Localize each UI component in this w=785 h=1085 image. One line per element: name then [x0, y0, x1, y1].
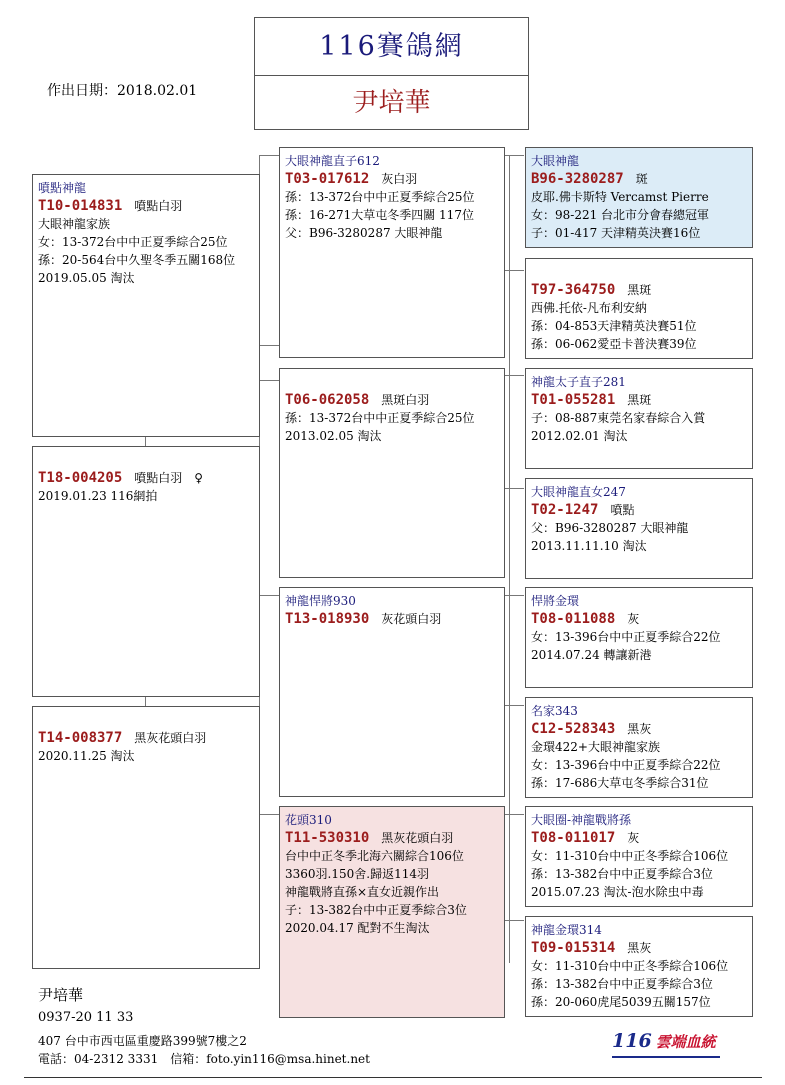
ring-number: C12-528343 [531, 721, 616, 737]
pedigree-card-g3-5[interactable] [525, 587, 753, 688]
pigeon-name: 悍將金環 [531, 594, 580, 608]
pigeon-color: 斑 [635, 172, 648, 186]
info-line: 孫：16-271大草屯冬季四關 117位 [285, 208, 474, 222]
pedigree-card-g3-3[interactable] [525, 368, 753, 469]
pedigree-card-dam[interactable] [32, 706, 260, 969]
pedigree-card-g3-7[interactable] [525, 806, 753, 907]
info-line: 金環422+大眼神龍家族 [531, 740, 660, 754]
info-line: 孫：13-372台中中正夏季綜合25位 [285, 190, 475, 204]
logo-number: 116 [612, 1030, 652, 1052]
info-line: 女：98-221 台北市分會春總冠軍 [531, 208, 710, 222]
connector-line [503, 920, 524, 921]
pigeon-name: 大眼神龍 [531, 154, 580, 168]
pedigree-card-subject[interactable] [32, 446, 260, 697]
footer-address: 407 台中市西屯區重慶路399號7樓之2 [38, 1034, 247, 1048]
info-line: 子：08-887東莞名家春綜合入賞 [531, 411, 706, 425]
ring-number: T01-055281 [531, 392, 616, 408]
pedigree-card-g3-2[interactable] [525, 258, 753, 359]
info-line: 孫：13-382台中中正夏季綜合3位 [531, 977, 713, 991]
pigeon-name [285, 373, 504, 391]
pigeon-color: 噴點 [610, 503, 635, 517]
connector-line [503, 155, 524, 156]
connector-line [503, 595, 524, 596]
ring-number: B96-3280287 [531, 171, 624, 187]
info-line: 神龍戰將直孫×直女近親作出 [285, 885, 440, 899]
ring-number: T11-530310 [285, 830, 370, 846]
footer-phone: 0937-20 11 33 [38, 1010, 134, 1025]
info-line: 父：B96-3280287 大眼神龍 [531, 521, 689, 535]
info-line: 孫：20-564台中久聖冬季五關168位 [38, 253, 236, 267]
pigeon-name: 神龍悍將930 [285, 594, 356, 608]
ring-number: T08-011088 [531, 611, 616, 627]
pigeon-name: 噴點神龍 [38, 181, 87, 195]
pigeon-color: 黑斑 [627, 393, 652, 407]
logo-text: 雲端血統 [655, 1033, 716, 1051]
info-line: 女：13-372台中中正夏季綜合25位 [38, 235, 228, 249]
pigeon-color: 黑斑白羽 [381, 393, 430, 407]
connector-line [259, 814, 279, 815]
logo-underline [612, 1056, 720, 1058]
footer-owner-name: 尹培華 [38, 986, 84, 1004]
pigeon-name: 花頭310 [285, 813, 332, 827]
pedigree-card-g2-3[interactable] [279, 587, 505, 797]
info-line: 西佛.托依-凡布利安納 [531, 301, 647, 315]
pigeon-color: 噴點白羽 [134, 199, 183, 213]
info-line: 2013.11.11.10 淘汰 [531, 539, 647, 553]
ring-number: T97-364750 [531, 282, 616, 298]
info-line: 2014.07.24 轉讓新港 [531, 648, 652, 662]
pigeon-color: 灰 [627, 831, 640, 845]
pigeon-color: 黑灰花頭白羽 [381, 831, 454, 845]
pigeon-name: 神龍太子直子281 [531, 375, 626, 389]
info-line: 2012.02.01 淘汰 [531, 429, 628, 443]
info-line: 子：01-417 天津精英決賽16位 [531, 226, 701, 240]
ring-number: T08-011017 [531, 830, 616, 846]
pigeon-name: 大眼神龍直子612 [285, 154, 380, 168]
pedigree-card-g3-8[interactable] [525, 916, 753, 1017]
pigeon-name: 名家343 [531, 704, 578, 718]
connector-line [503, 375, 524, 376]
ring-number: T09-015314 [531, 940, 616, 956]
info-line: 女：11-310台中中正冬季綜合106位 [531, 959, 729, 973]
pedigree-card-g2-4[interactable] [279, 806, 505, 1018]
pigeon-color: 噴點白羽 ♀ [134, 471, 204, 485]
info-line: 大眼神龍家族 [38, 217, 111, 231]
pedigree-card-g3-4[interactable] [525, 478, 753, 579]
bottom-rule [24, 1077, 762, 1078]
pigeon-color: 黑灰 [627, 941, 652, 955]
info-line: 父：B96-3280287 大眼神龍 [285, 226, 443, 240]
pedigree-card-g3-6[interactable] [525, 697, 753, 798]
connector-line [259, 380, 279, 381]
pigeon-color: 灰花頭白羽 [381, 612, 442, 626]
pigeon-color: 黑灰花頭白羽 [134, 731, 207, 745]
owner-title: 尹培華 [352, 88, 431, 118]
info-line: 2020.04.17 配對不生淘汰 [285, 921, 430, 935]
pigeon-name [38, 711, 259, 729]
info-line: 孫：04-853天津精英決賽51位 [531, 319, 697, 333]
pedigree-card-g2-2[interactable] [279, 368, 505, 578]
pigeon-name [38, 451, 259, 469]
connector-line [259, 345, 279, 346]
info-line: 3360羽.150舍.歸返114羽 [285, 867, 429, 881]
pigeon-color: 黑灰 [627, 722, 652, 736]
info-line: 台中中正冬季北海六關綜合106位 [285, 849, 464, 863]
pigeon-name: 神龍金環314 [531, 923, 602, 937]
pigeon-color: 灰 [627, 612, 640, 626]
connector-line [145, 437, 146, 446]
info-line: 孫：13-382台中中正夏季綜合3位 [531, 867, 713, 881]
connector-line [145, 697, 146, 706]
pigeon-name: 大眼神龍直女247 [531, 485, 626, 499]
ring-number: T10-014831 [38, 198, 123, 214]
pedigree-card-g2-1[interactable] [279, 147, 505, 358]
header-box [254, 17, 529, 130]
info-line: 女：11-310台中中正冬季綜合106位 [531, 849, 729, 863]
connector-line [503, 814, 524, 815]
info-line: 女：13-396台中中正夏季綜合22位 [531, 630, 721, 644]
ring-number: T06-062058 [285, 392, 370, 408]
site-title: 116賽鴿網 [255, 18, 528, 76]
connector-line [503, 270, 524, 271]
pedigree-card-g3-1[interactable] [525, 147, 753, 248]
info-line: 2015.07.23 淘汰-泡水除虫中毒 [531, 885, 704, 899]
connector-line [259, 595, 279, 596]
footer-contact: 電話：04-2312 3331 信箱：foto.yin116@msa.hinet.net [38, 1052, 370, 1066]
pigeon-color: 灰白羽 [381, 172, 418, 186]
info-line: 孫：17-686大草屯冬季綜合31位 [531, 776, 709, 790]
connector-line [503, 488, 524, 489]
pedigree-card-sire[interactable] [32, 174, 260, 437]
brand-logo [612, 1030, 716, 1052]
info-line: 2019.05.05 淘汰 [38, 271, 135, 285]
ring-number: T03-017612 [285, 171, 370, 187]
info-line: 孫：13-372台中中正夏季綜合25位 [285, 411, 475, 425]
info-line: 2020.11.25 淘汰 [38, 749, 135, 763]
pigeon-name: 大眼圈-神龍戰將孫 [531, 813, 632, 827]
info-line: 2013.02.05 淘汰 [285, 429, 382, 443]
info-line: 子：13-382台中中正夏季綜合3位 [285, 903, 467, 917]
pigeon-name [531, 263, 752, 281]
ring-number: T14-008377 [38, 730, 123, 746]
ring-number: T13-018930 [285, 611, 370, 627]
connector-line [259, 155, 279, 156]
connector-line [503, 705, 524, 706]
ring-number: T02-1247 [531, 502, 599, 518]
ring-number: T18-004205 [38, 470, 123, 486]
connector-line [509, 155, 510, 963]
info-line: 2019.01.23 116網拍 [38, 489, 158, 503]
info-line: 皮耶.佛卡斯特 Vercamst Pierre [531, 190, 709, 204]
pigeon-color: 黑斑 [627, 283, 652, 297]
info-line: 孫：20-060虎尾5039五關157位 [531, 995, 711, 1009]
info-line: 女：13-396台中中正夏季綜合22位 [531, 758, 721, 772]
created-date: 作出日期：2018.02.01 [47, 83, 198, 99]
info-line: 孫：06-062愛亞卡普決賽39位 [531, 337, 697, 351]
